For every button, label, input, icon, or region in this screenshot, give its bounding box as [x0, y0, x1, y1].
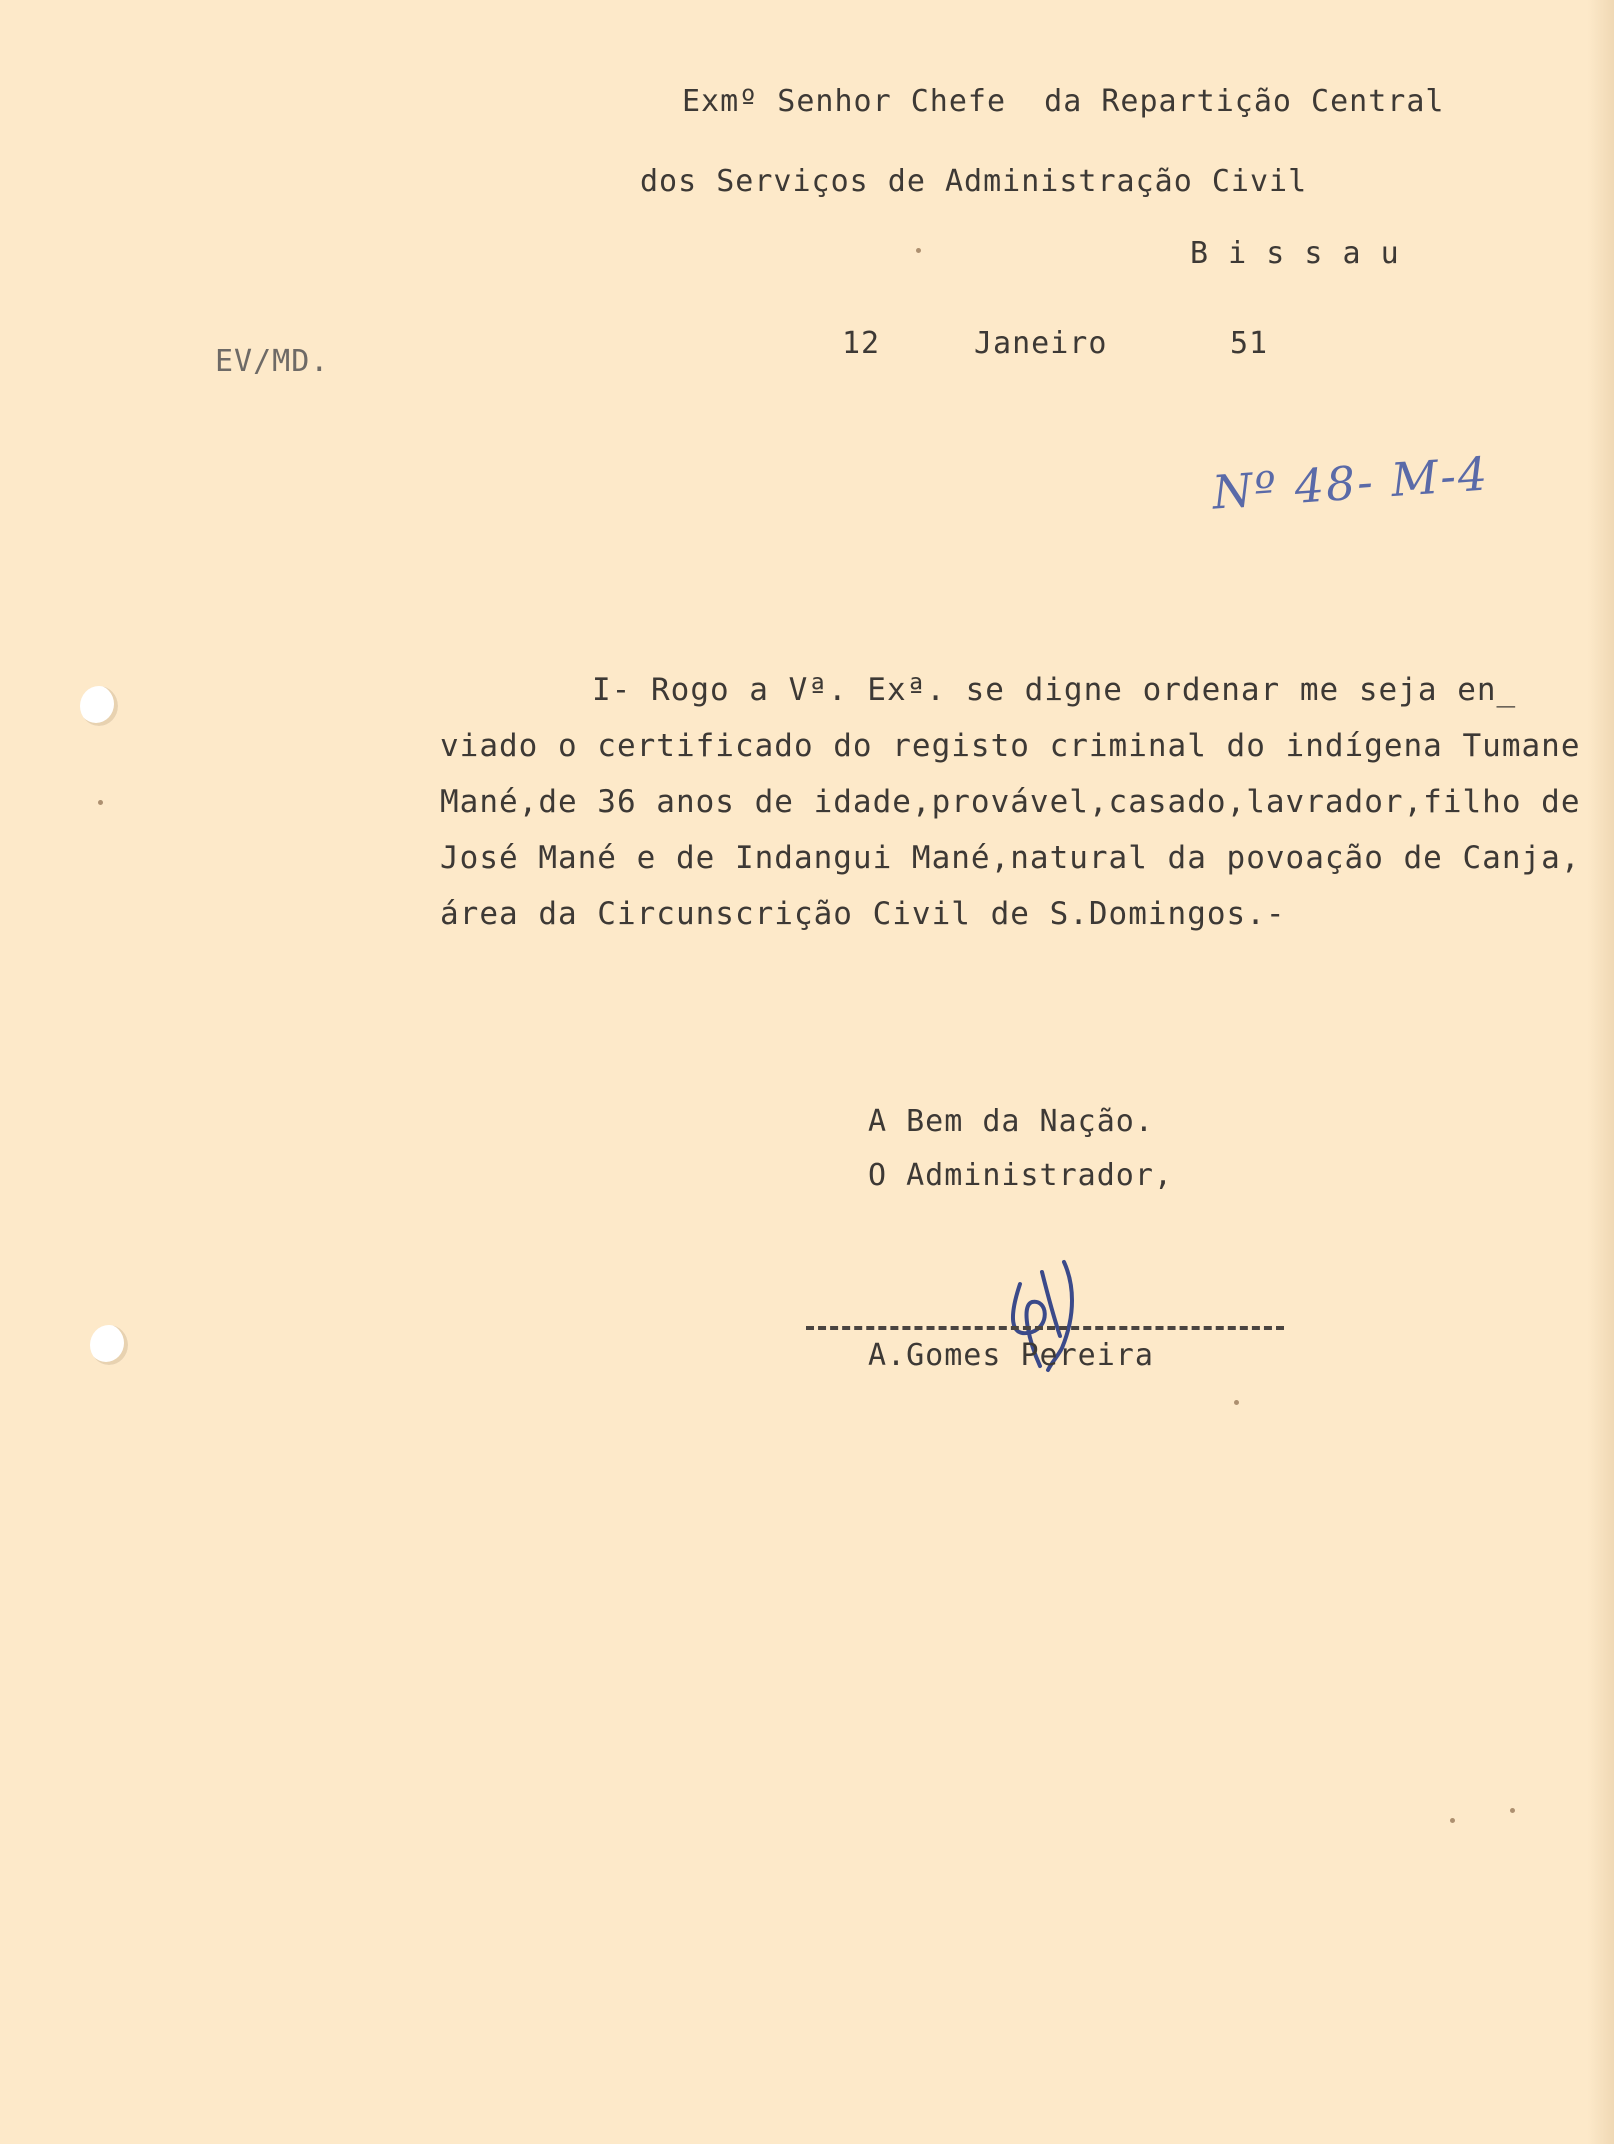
addressee-line-1: Exmº Senhor Chefe da Repartição Central [682, 84, 1445, 119]
paper-speck [1234, 1400, 1239, 1405]
body-line-5: área da Circunscrição Civil de S.Domingos.- [440, 896, 1286, 932]
signature-line [806, 1326, 1284, 1330]
punch-hole-top [80, 686, 118, 726]
reference-code: EV/MD. [215, 344, 330, 379]
paper-speck [1510, 1808, 1515, 1813]
body-line-4: José Mané e de Indangui Mané,natural da povoação de Canja, [440, 840, 1581, 876]
body-line-1: I- Rogo a Vª. Exª. se digne ordenar me seja en_ [592, 672, 1517, 708]
page-edge-shadow [1588, 0, 1614, 2144]
body-line-3: Mané,de 36 anos de idade,provável,casado,lavrador,filho de [440, 784, 1581, 820]
closing-salutation: A Bem da Nação. [868, 1104, 1154, 1139]
addressee-line-2: dos Serviços de Administração Civil [640, 164, 1308, 199]
date-day: 12 [842, 326, 881, 361]
punch-hole-bottom [90, 1325, 128, 1365]
closing-role: O Administrador, [868, 1158, 1173, 1193]
paper-speck [1450, 1818, 1455, 1823]
date-month: Janeiro [974, 326, 1108, 361]
addressee-city: B i s s a u [1190, 236, 1400, 271]
handwritten-file-number: Nº 48- M-4 [1210, 446, 1491, 520]
paper-speck [98, 800, 103, 805]
paper-speck [916, 248, 921, 253]
date-year: 51 [1230, 326, 1269, 361]
body-line-2: viado o certificado do registo criminal do indígena Tumane [440, 728, 1581, 764]
signatory-name: A.Gomes Pereira [868, 1338, 1154, 1373]
